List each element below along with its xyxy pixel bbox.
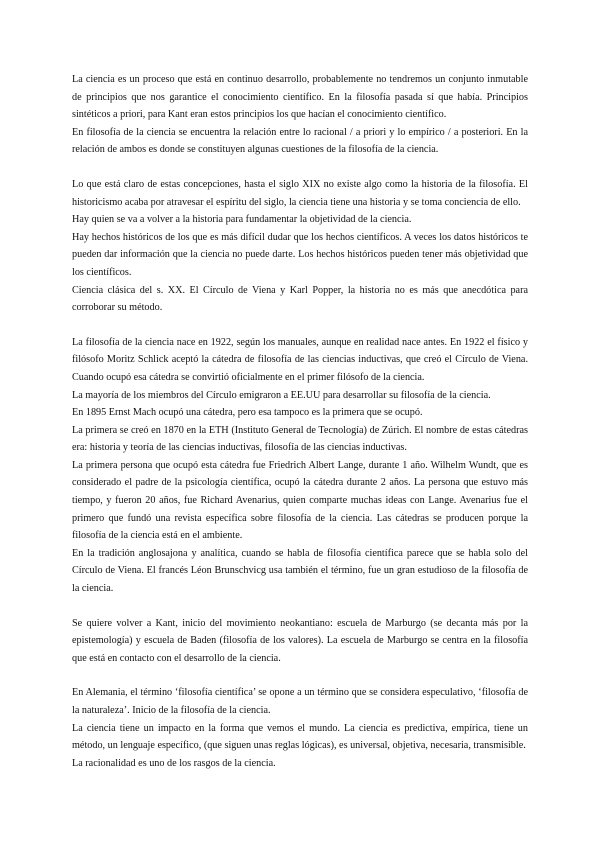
paragraph-gap bbox=[72, 159, 528, 176]
paragraph-5: Hay hechos históricos de los que es más difícil dudar que los hechos científicos. A veces los datos históricos te pueden dar información que la ciencia no puede darte. Los hechos históricos pueden tener más objetividad que los científicos. bbox=[72, 231, 528, 278]
paragraph-15: La ciencia tiene un impacto en la forma que vemos el mundo. La ciencia es predictiva, empírica, tiene un método, un lenguaje específico, (que siguen unas reglas lógicas), es universal, objetiva, necesaria, transmisible. bbox=[72, 722, 528, 752]
paragraph-14: En Alemania, el término ‘filosofía científica’ se opone a un término que se considera especulativo, ‘filosofía de la naturaleza’. Inicio de la filosofía de la ciencia. bbox=[72, 687, 528, 716]
paragraph-4: Hay quien se va a volver a la historia para fundamentar la objetividad de la ciencia. bbox=[72, 214, 412, 226]
paragraph-7: La filosofía de la ciencia nace en 1922, según los manuales, aunque en realidad nace antes. En 1922 el físico y filósofo Moritz Schlick aceptó la cátedra de filosofía de las ciencias inductivas, que creó el Círculo de Viena. Cuando ocupó esa cátedra se convirtió oficialmente en el primer filósofo de la ciencia. bbox=[72, 336, 528, 383]
paragraph-gap bbox=[72, 667, 528, 684]
paragraph-6: Ciencia clásica del s. XX. El Círculo de Viena y Karl Popper, la historia no es más que anecdótica para corroborar su método. bbox=[72, 284, 528, 314]
paragraph-12: En la tradición anglosajona y analítica, cuando se habla de filosofía científica parece que se habla solo del Círculo de Viena. El francés Léon Brunschvicg usa también el término, fue un gran estudioso de la filosofía de la ciencia. bbox=[72, 547, 528, 595]
paragraph-2: En filosofía de la ciencia se encuentra la relación entre lo racional / a priori y lo empírico / a posteriori. En la relación de ambos es donde se constituyen algunas cuestiones de la filosofía de la ciencia. bbox=[72, 126, 528, 156]
paragraph-gap bbox=[72, 317, 528, 334]
paragraph-16: La racionalidad es uno de los rasgos de la ciencia. bbox=[72, 757, 276, 769]
paragraph-8: La mayoría de los miembros del Círculo emigraron a EE.UU para desarrollar su filosofía de la ciencia. bbox=[72, 389, 491, 401]
paragraph-3: Lo que está claro de estas concepciones, hasta el siglo XIX no existe algo como la historia de la filosofía. El historicismo acaba por atravesar el espíritu del siglo, la ciencia tiene una historia y se toma conciencia de ello. bbox=[72, 178, 528, 208]
paragraph-gap bbox=[72, 598, 528, 615]
paragraph-10: La primera se creó en 1870 en la ETH (Instituto General de Tecnología) de Zúrich. El nombre de estas cátedras era: historia y teoría de las ciencias inductivas, filosofía de las ciencias inductivas. bbox=[72, 424, 528, 454]
paragraph-1: La ciencia es un proceso que está en continuo desarrollo, probablemente no tendremos un conjunto inmutable de principios que nos garantice el conocimiento científico. En la filosofía pasada sí que había. Principios sintéticos a priori, para Kant eran estos principios los que hacían el conocimiento científico. bbox=[72, 74, 528, 121]
paragraph-11: La primera persona que ocupó esta cátedra fue Friedrich Albert Lange, durante 1 año. Wilhelm Wundt, que es considerado el padre de la psicología científica, ocupó la cátedra durante 2 años. La persona que estuvo más tiempo, y fueron 20 años, fue Richard Avenarius, quien comparte muchas ideas con Lange. Avenarius fue el primero que fundó una revista específica sobre filosofía de la ciencia. Las cátedras se producen porque la filosofía de la ciencia está en el ambiente. bbox=[72, 459, 528, 542]
paragraph-9: En 1895 Ernst Mach ocupó una cátedra, pero esa tampoco es la primera que se ocupó. bbox=[72, 407, 423, 419]
paragraph-13: Se quiere volver a Kant, inicio del movimiento neokantiano: escuela de Marburgo (se decanta más por la epistemología) y escuela de Baden (filosofía de los valores). La escuela de Marburgo se centra en la filosofía que está en contacto con el desarrollo de la ciencia. bbox=[72, 617, 528, 664]
